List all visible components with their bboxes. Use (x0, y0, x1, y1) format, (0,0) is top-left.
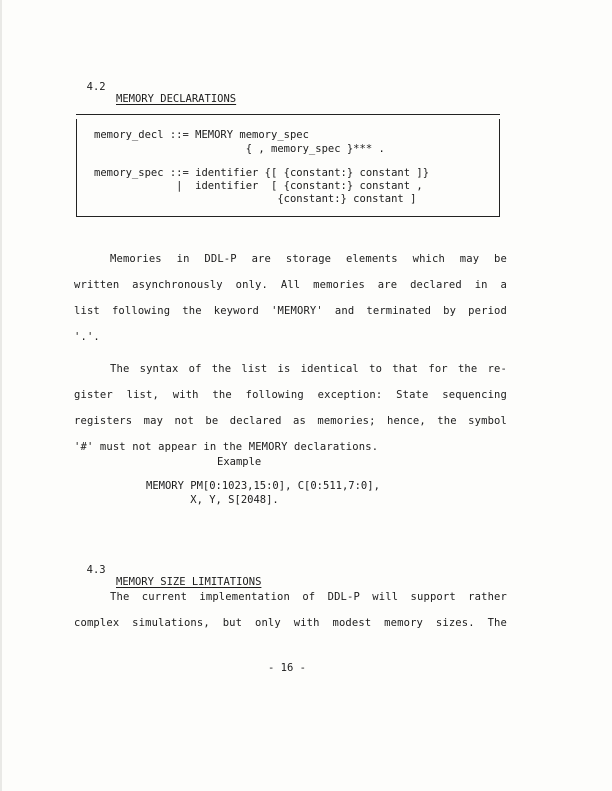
box-right-border (499, 119, 500, 216)
section-heading (74, 69, 237, 105)
section-title: MEMORY DECLARATIONS (116, 93, 237, 105)
paragraph-line: written asynchronously only. All memories are declared in a (74, 279, 507, 291)
box-left-border (76, 119, 77, 216)
paragraph-line: complex simulations, but only with modest memory sizes. The (74, 617, 507, 629)
paragraph-line: list following the keyword 'MEMORY' and terminated by period (74, 305, 507, 317)
paragraph (74, 584, 507, 636)
paragraph-line: '#' must not appear in the MEMORY declarations. (74, 441, 379, 453)
section-heading (74, 552, 262, 588)
syntax-box (76, 114, 500, 217)
section-number: 4.2 (86, 81, 106, 93)
section-title: MEMORY SIZE LIMITATIONS (116, 576, 262, 588)
page-number: - 16 - (268, 662, 306, 674)
scan-edge (0, 0, 2, 791)
section-number: 4.3 (86, 564, 106, 576)
syntax-line: { , memory_spec }*** . (94, 143, 385, 155)
paragraph-line: The current implementation of DDL-P will support rather (110, 591, 507, 603)
paragraph-line: '.'. (74, 331, 100, 343)
example-code-line: MEMORY PM[0:1023,15:0], C[0:511,7:0], (146, 480, 380, 492)
syntax-line: | identifier [ {constant:} constant , (94, 180, 423, 192)
paragraph (74, 246, 507, 350)
syntax-line: memory_decl ::= MEMORY memory_spec (94, 129, 309, 141)
example-code-line: X, Y, S[2048]. (146, 494, 279, 506)
paragraph-line: The syntax of the list is identical to that for the re- (110, 363, 507, 375)
syntax-line: memory_spec ::= identifier {[ {constant:} constant ]} (94, 167, 430, 179)
paragraph-line: Memories in DDL-P are storage elements which may be (110, 253, 507, 265)
syntax-line: {constant:} constant ] (94, 193, 417, 205)
paragraph-line: gister list, with the following exception: State sequencing (74, 389, 507, 401)
paragraph (74, 356, 507, 460)
example-label: Example (217, 456, 262, 468)
paragraph-line: registers may not be declared as memories; hence, the symbol (74, 415, 507, 427)
